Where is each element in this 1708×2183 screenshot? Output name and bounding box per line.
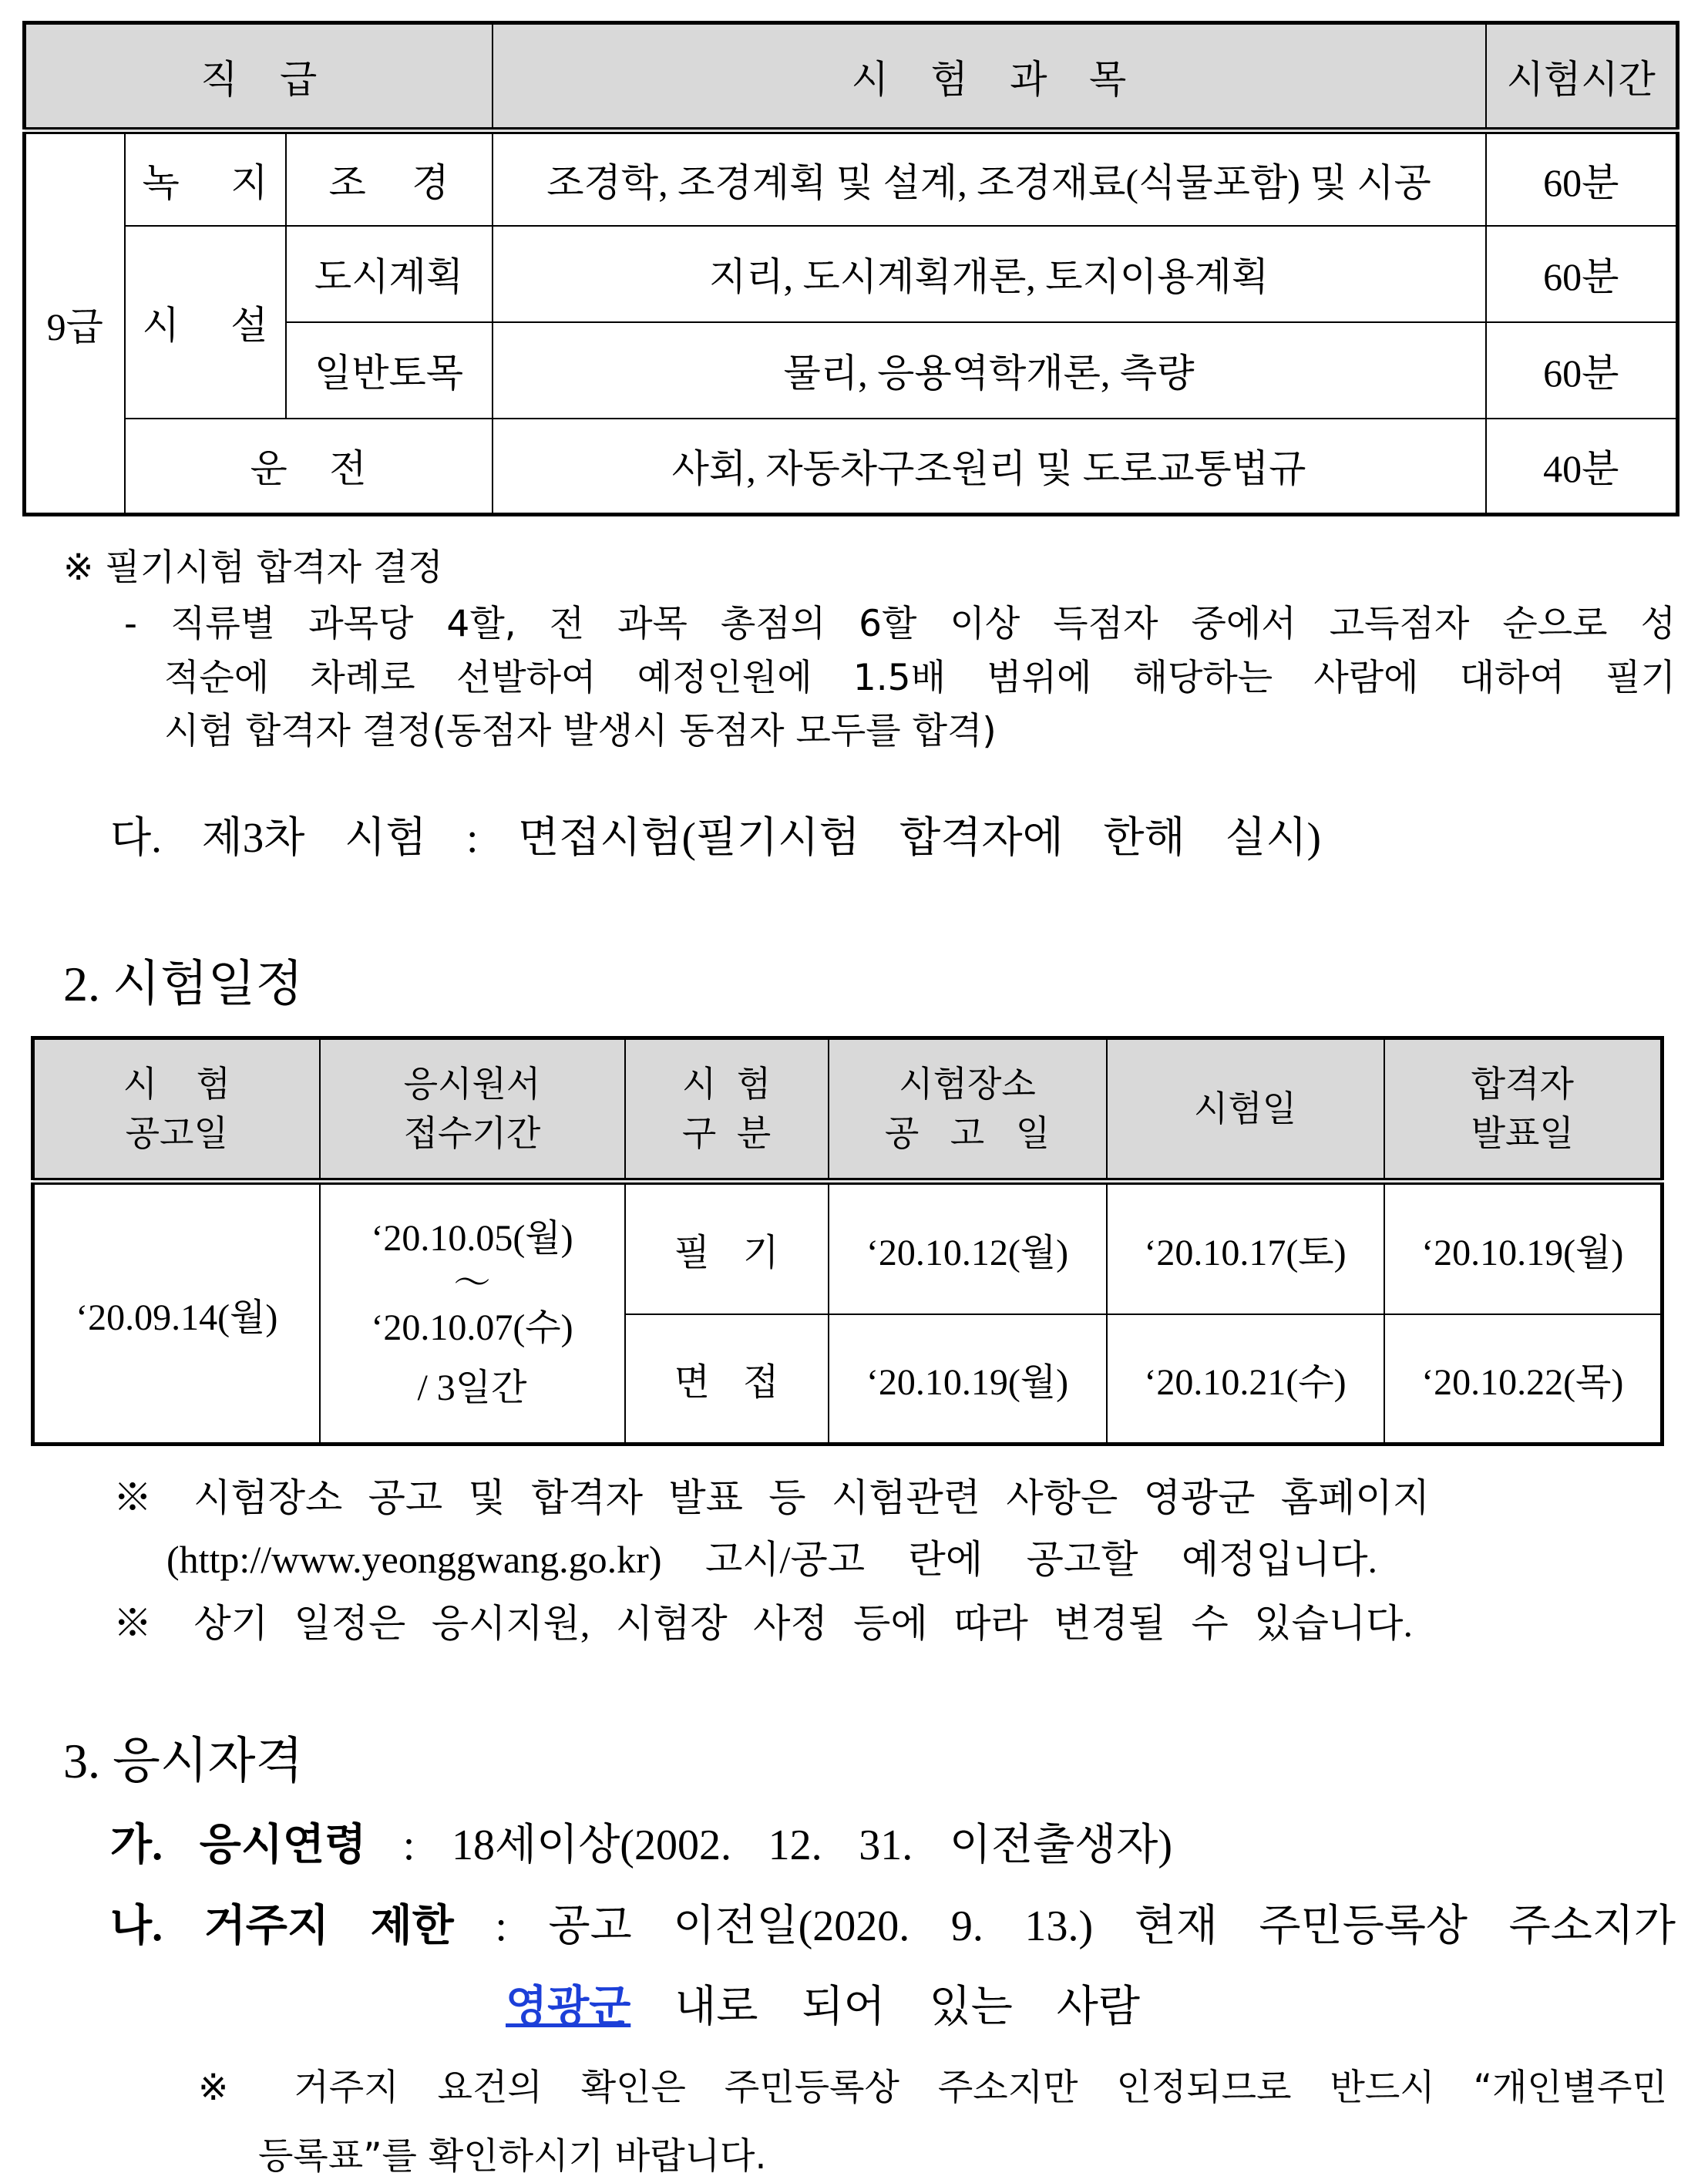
age-label: 가. 응시연령: [110, 1821, 367, 1869]
header-application-period: [320, 1038, 625, 1182]
header-result-date: [1384, 1038, 1663, 1182]
header-line: 시 험: [681, 1064, 772, 1104]
residence-rest: 내로 되어 있는 사람: [674, 1983, 1140, 2031]
table-row: [25, 131, 1678, 226]
residence-note-line: 등록표”를 확인하시기 바랍니다.: [258, 2135, 767, 2178]
period-tilde: ～: [453, 1263, 491, 1303]
result-date-cell: ‘20.10.22(목): [1384, 1314, 1663, 1445]
written-pass-note-title: ※ 필기시험 합격자 결정: [63, 547, 443, 589]
subjects-cell: 조경학, 조경계획 및 설계, 조경재료(식물포함) 및 시공: [493, 131, 1486, 226]
exam-date-cell: ‘20.10.17(토): [1107, 1182, 1384, 1314]
application-period-cell: [320, 1182, 625, 1445]
exam-type-cell: 필 기: [625, 1182, 829, 1314]
period-start: ‘20.10.05(월): [371, 1218, 573, 1259]
time-cell: 40분: [1486, 419, 1678, 515]
exam-subjects-table: [22, 21, 1679, 516]
header-exam-type: [625, 1038, 829, 1182]
written-pass-note-line: - 직류별 과목당 4할, 전 과목 총점의 6할 이상 득점자 중에서 고득점자 순으로 성: [124, 603, 1676, 645]
subjects-cell: 물리, 응용역학개론, 측량: [493, 322, 1486, 419]
schedule-section-title: 2. 시험일정: [63, 957, 304, 1011]
result-date-cell: ‘20.10.19(월): [1384, 1182, 1663, 1314]
venue-notice-cell: ‘20.10.19(월): [829, 1314, 1107, 1445]
series-cell: 일반토목: [286, 322, 493, 419]
schedule-note: ※ 상기 일정은 응시지원, 시험장 사정 등에 따라 변경될 수 있습니다.: [113, 1602, 1413, 1645]
series-cell: 도시계획: [286, 226, 493, 322]
time-cell: 60분: [1486, 322, 1678, 419]
table-row: [25, 226, 1678, 322]
county-link[interactable]: 영광군: [506, 1983, 631, 2031]
header-line: 공 고 일: [884, 1113, 1051, 1153]
header-line: 합격자: [1471, 1064, 1574, 1104]
residence-requirement: [110, 1899, 1676, 1953]
field-cell: 시 설: [125, 226, 286, 419]
written-pass-note-line: 시험 합격자 결정(동점자 발생시 동점자 모두를 합격): [164, 710, 997, 752]
exam-date-cell: ‘20.10.21(수): [1107, 1314, 1384, 1445]
header-line: 응시원서: [403, 1064, 541, 1104]
series-cell: 조 경: [286, 131, 493, 226]
age-value: : 18세이상(2002. 12. 31. 이전출생자): [402, 1821, 1173, 1869]
venue-notice-cell: ‘20.10.12(월): [829, 1182, 1107, 1314]
residence-requirement-continued: [506, 1980, 1140, 2034]
subjects-cell: 지리, 도시계획개론, 토지이용계획: [493, 226, 1486, 322]
residence-value: : 공고 이전일(2020. 9. 13.) 현재 주민등록상 주소지가: [495, 1902, 1676, 1950]
header-line: 시험장소: [899, 1064, 1036, 1104]
eligibility-section-title: 3. 응시자격: [63, 1734, 304, 1788]
time-cell: 60분: [1486, 131, 1678, 226]
series-cell: 운 전: [125, 419, 493, 515]
residence-label: 나. 거주지 제한: [110, 1902, 454, 1950]
written-pass-note-line: 적순에 차례로 선발하여 예정인원에 1.5배 범위에 해당하는 사람에 대하여 필기: [164, 657, 1676, 699]
subjects-header-row: [25, 23, 1678, 131]
header-announcement-date: [33, 1038, 320, 1182]
schedule-header-row: [33, 1038, 1663, 1182]
announcement-date-cell: ‘20.09.14(월): [33, 1182, 320, 1445]
time-cell: 60분: [1486, 226, 1678, 322]
table-row: [33, 1182, 1663, 1314]
header-line: 공고일: [125, 1113, 228, 1153]
header-subjects: 시 험 과 목: [493, 23, 1486, 131]
header-grade: 직 급: [25, 23, 493, 131]
grade-cell: 9급: [25, 131, 125, 515]
header-line: 발표일: [1471, 1113, 1574, 1153]
residence-note-line: ※ 거주지 요건의 확인은 주민등록상 주소지만 인정되므로 반드시 “개인별주민: [198, 2067, 1667, 2109]
exam-type-cell: 면 접: [625, 1314, 829, 1445]
header-exam-time: 시험시간: [1486, 23, 1678, 131]
header-line: 접수기간: [403, 1113, 541, 1153]
schedule-note: ※ 시험장소 공고 및 합격자 발표 등 시험관련 사항은 영광군 홈페이지: [113, 1476, 1430, 1519]
header-line: 시 험: [123, 1064, 230, 1104]
subjects-cell: 사회, 자동차구조원리 및 도로교통법규: [493, 419, 1486, 515]
third-exam-line: 다. 제3차 시험 : 면접시험(필기시험 합격자에 한해 실시): [110, 814, 1321, 861]
period-end: ‘20.10.07(수): [371, 1307, 573, 1348]
table-row: [25, 419, 1678, 515]
header-line: 구 분: [681, 1113, 772, 1153]
exam-schedule-table: [31, 1036, 1664, 1446]
header-venue-notice: [829, 1038, 1107, 1182]
age-requirement: [110, 1818, 1172, 1872]
period-duration: / 3일간: [417, 1367, 527, 1408]
field-cell: 녹 지: [125, 131, 286, 226]
schedule-note: (http://www.yeonggwang.go.kr) 고시/공고 란에 공고할 예정입니다.: [166, 1538, 1377, 1581]
header-line: 시험일: [1193, 1088, 1297, 1128]
header-exam-date: [1107, 1038, 1384, 1182]
